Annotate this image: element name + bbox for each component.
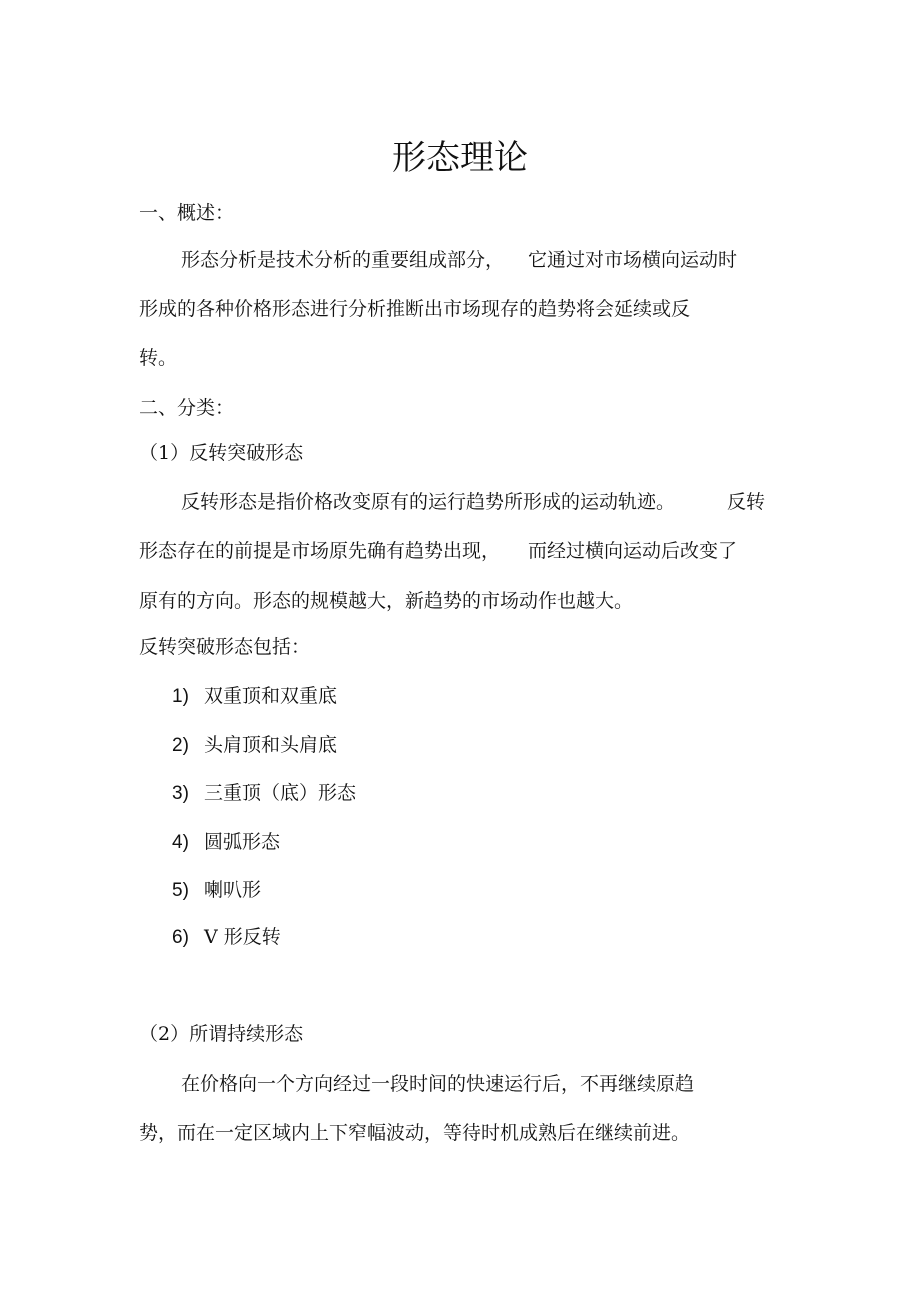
text-span: 反转形态是指价格改变原有的运行趋势所形成的运动轨迹。 [181,491,676,513]
paragraph-line: 原有的方向。形态的规模越大，新趋势的市场动作也越大。 [139,590,634,612]
list-number: 4) [172,832,189,853]
list-text: V 形反转 [204,926,281,948]
text-span: 形态存在的前提是市场原先确有趋势出现， [139,540,501,562]
list-item [172,731,337,760]
subsection-heading-continuation: （2）所谓持续形态 [139,1023,304,1045]
list-text: 喇叭形 [204,879,262,901]
paragraph-line [139,537,737,565]
paragraph-line: 形成的各种价格形态进行分析推断出市场现存的趋势将会延续或反 [139,298,691,320]
list-text: 头肩顶和头肩底 [204,734,338,756]
list-item [172,682,337,711]
list-item [172,779,356,808]
paragraph-line: 势，而在一定区域内上下窄幅波动，等待时机成熟后在继续前进。 [139,1122,691,1144]
paragraph-line [181,246,737,274]
text-span: 形态分析是技术分析的重要组成部分， [181,249,505,271]
subsection-heading-reversal: （1）反转突破形态 [139,442,304,464]
list-text: 双重顶和双重底 [204,685,338,707]
section-heading-classification: 二、分类： [139,397,235,419]
list-intro: 反转突破形态包括： [139,636,311,658]
list-number: 1) [172,686,189,707]
paragraph-line [181,488,765,516]
paragraph-line: 在价格向一个方向经过一段时间的快速运行后，不再继续原趋 [181,1073,695,1095]
list-number: 2) [172,735,189,756]
list-item [172,828,280,857]
paragraph-line: 转。 [139,347,178,369]
list-number: 5) [172,880,189,901]
list-text: 圆弧形态 [204,831,281,853]
section-heading-overview: 一、概述： [139,202,235,224]
list-number: 6) [172,927,189,948]
text-span: 而经过横向运动后改变了 [528,540,738,562]
list-item [172,923,281,952]
text-span: 它通过对市场横向运动时 [528,249,738,271]
list-text: 三重顶（底）形态 [204,782,357,804]
list-number: 3) [172,783,189,804]
text-span: 反转 [727,491,766,513]
page-title: 形态理论 [392,138,528,178]
list-item [172,876,261,905]
